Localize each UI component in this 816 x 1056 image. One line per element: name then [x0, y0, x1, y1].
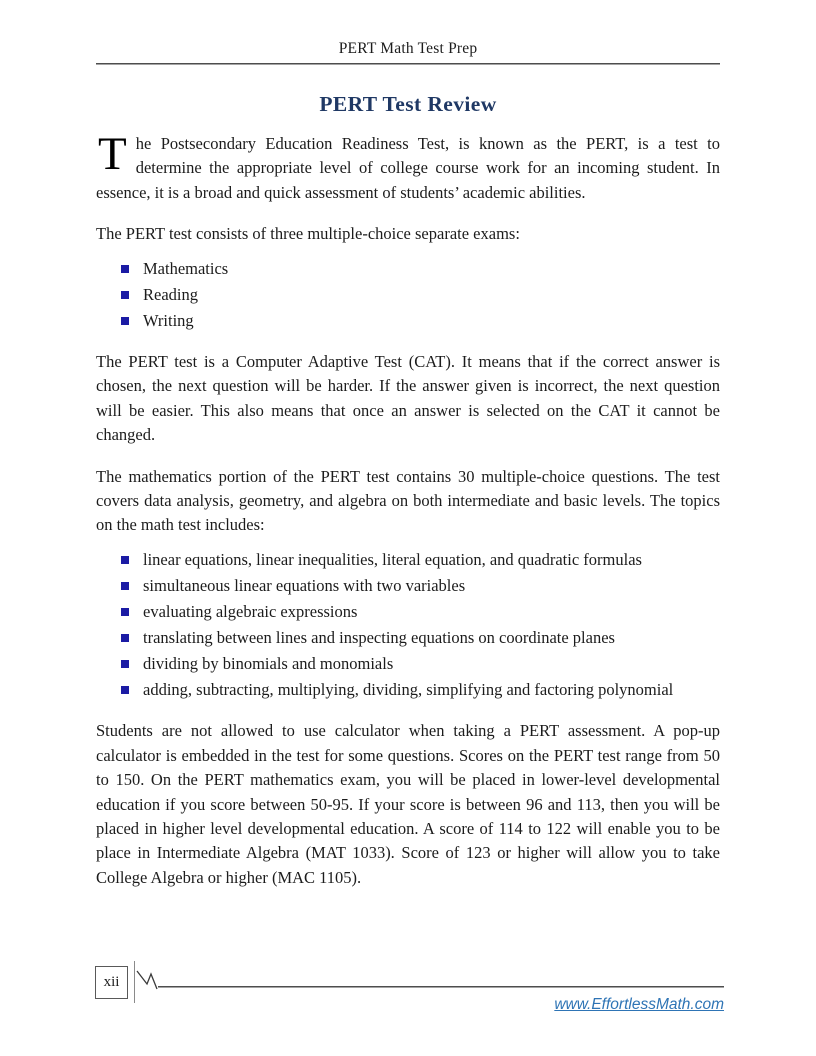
exam-list-lead: The PERT test consists of three multiple-choice separate exams:	[96, 224, 520, 244]
list-item-label: adding, subtracting, multiplying, dividing, simplifying and factoring polynomial	[143, 679, 674, 699]
page-content	[96, 40, 720, 890]
square-bullet-icon	[121, 317, 129, 325]
list-item	[96, 652, 720, 676]
list-item-label: translating between lines and inspecting equations on coordinate planes	[143, 627, 615, 647]
math-topics-list	[96, 548, 720, 702]
page-number: xii	[103, 974, 120, 990]
header-rule	[96, 63, 720, 65]
list-item-label: simultaneous linear equations with two variables	[143, 575, 466, 595]
math-topics-lead: The mathematics portion of the PERT test contains 30 multiple-choice questions. The test covers data analysis, geometry, and algebra on both intermediate and basic levels. The topics on the math test includes:	[96, 466, 720, 535]
cat-paragraph: The PERT test is a Computer Adaptive Test (CAT). It means that if the correct answer is chosen, the next question will be harder. If the answer given is incorrect, the next question will be easier. This also means that once an answer is selected on the CAT it cannot be changed.	[96, 352, 720, 445]
running-header-title: PERT Math Test Prep	[338, 40, 478, 57]
list-item-label: Reading	[143, 284, 198, 304]
intro-paragraph	[96, 128, 720, 205]
list-item-label: linear equations, linear inequalities, literal equation, and quadratic formulas	[143, 549, 642, 569]
website-link[interactable]: www.EffortlessMath.com	[554, 996, 724, 1013]
square-bullet-icon	[121, 582, 129, 590]
footer-rule	[158, 986, 724, 988]
square-bullet-icon	[121, 634, 129, 642]
list-item	[96, 600, 720, 624]
footer-divider-line	[134, 961, 135, 1003]
square-bullet-icon	[121, 265, 129, 273]
list-item	[96, 678, 720, 702]
list-item	[96, 626, 720, 650]
scores-paragraph: Students are not allowed to use calculator when taking a PERT assessment. A pop-up calculator is embedded in the test for some questions. Scores on the PERT test range from 50 to 150. On the PERT mathematics exam, you will be placed in lower-level developmental education if you score between 50-95. If your score is between 96 and 113, then you will be placed in higher level developmental education. A score of 114 to 122 will enable you to be place in Intermediate Algebra (MAT 1033). Score of 123 or higher will allow you to take College Algebra or higher (MAC 1105).	[96, 721, 720, 887]
list-item	[96, 574, 720, 598]
page-number-box	[95, 966, 128, 999]
footer-flourish-icon	[136, 965, 162, 993]
list-item	[96, 309, 720, 333]
intro-paragraph-text: he Postsecondary Education Readiness Test, is known as the PERT, is a test to determine the appropriate level of college course work for an incoming student. In essence, it is a broad and quick assessment of students’ academic abilities.	[96, 134, 720, 202]
drop-cap: T	[98, 128, 127, 180]
square-bullet-icon	[121, 556, 129, 564]
list-item	[96, 548, 720, 572]
square-bullet-icon	[121, 660, 129, 668]
list-item-label: Writing	[143, 310, 194, 330]
list-item-label: dividing by binomials and monomials	[143, 653, 394, 673]
list-item	[96, 283, 720, 307]
list-item	[96, 257, 720, 281]
list-item-label: evaluating algebraic expressions	[143, 601, 358, 621]
square-bullet-icon	[121, 686, 129, 694]
exam-list	[96, 257, 720, 333]
square-bullet-icon	[121, 291, 129, 299]
running-header	[96, 40, 720, 58]
square-bullet-icon	[121, 608, 129, 616]
list-item-label: Mathematics	[143, 258, 229, 278]
page-title: PERT Test Review	[319, 92, 497, 116]
